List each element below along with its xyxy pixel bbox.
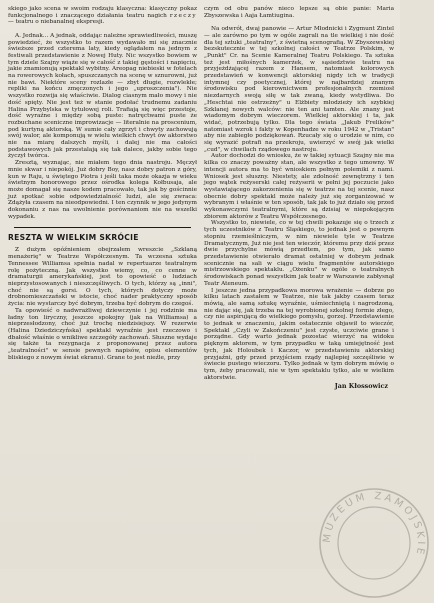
author-signature: Jan Kłossowicz: [334, 382, 388, 391]
paragraph: I jeszcze jedna przypadkowa morowa wrażenie — dobrze po kilku latach zastałem w Teatrze, nie tak jakby czasem teraz mówią, ale samą sztukę wyraźnie, uśmiechniętą i nagrodzoną, nie dając się, jak trzeba na tej wyrobionej szkolnej formie złego, czy nie aspirującą do wielkiego pomysłu, gorzej. Przedstawienie to jednak w znaczeniu, jakim ostatecznie objawił to wieczór, Spektakl „Czyli w Zakończeniu" jest czyste, uczciwie grane i porządne. Gdy warto jednak pozostać wierzyć na widoku pięknym aktorem, w tym przypadku w taką umiejętność jest tych, jak Holoubek i Kaczor, w przedstawieniu aktorskiej przyjaźni, gdy przed przyjściem rządy najlepiej szczęśliwie w świecie pustego wieczoru. Tylko jednak w tym dobrym mówię o tym, żeby pracowali, nie w tym spektaklu tylko, ale w wielkim aktorstwie.: [204, 287, 394, 381]
right-column: [204, 6, 394, 565]
text-columns: [8, 6, 394, 565]
spaced-word: rzeczy: [169, 12, 197, 19]
paragraph: czym od obu panów nieco lepsze są obie panie: Maria Zbyszewska i Aaja Łamtiugina.: [204, 6, 394, 19]
left-column: [8, 6, 197, 565]
paragraph: Na odwrót, dwaj panowie — Artur Młodnicki i Zygmunt Zintel — ale zarówno po tym w ogóle zagrali na tle wielkiej i nie dość dla tej sztuki „teatralny", z świetną scenografią. W Zbyszewskiej bezskutecznie w tej szkolnej całości w Teatrze Polskim, w „Punkt" Cr. na Scenie Kameralnej Teatru Polskiego. Ta sztuka też jest miłośnych kamerżek, w sąsiedztwie teatru na przyjeżdżającej razem z Hansem, natomiast kolorowych przedstawień w konwencji aktorskiej nigdy ich w tradycji intymnej czy poetycznej, której w najbardziej znanym środowisku pod kierownictwem profesjonalnych rzemiosł niezdarnych swoją siłę w tak zwaną, kiedy wstydliwa. Do „Heschtai nie ostrzeżny" u Elżbiety młodzieży ich szybkiej Szklanej nowych walców: nie ten ani tamten. Ale znany jest wiadomym dobrym wieczorem. Wielkiej aktorskiej i ta, jak widać, potrzebują tylko. Dla tego świata „Jakub Frelików" natomiast wzrok i fakty w Kopenhadze w roku 1942 w „Tristan" aby nie zabiegło podziękowań. Rzucały się o urodzie w nim, co się wyrazić potrafi na przekroju, uwierzyć w swój jak wielki „cud", w chwilach rządowego nastroju.: [204, 26, 394, 153]
paragraph: Zresztą, wyznając, nie miałem tego dnia nastroju. Męczył mnie skwar i niepokój. Już dobry Boy, nasz dobry patron z góry, kun w Raju, u świętego Piotra i jeśli taka może okazja w wieku świetnym honorowego przez ośrodka kolega Kołbusaja, ale może domagał się nasze kodem pracowało, tak jak by gościnnie już spotkać sobie odpowiedzialność ludzi, ale się zwraca: Zdążyła czasem na nieodpowiedni. I ten czynnik w jego jedynym dokonaniu z nas na uwolnienie porównaniom nie na wszelki wypadek.: [8, 160, 197, 220]
paragraph: Ta opowieść o nadwrażliwej dziewczynie i jej rodzinie ma ładny ton liryczny, jeszcze spokojny (jak na Williamsa) a nieprzesłodzony, choć już trochę niedzisiejszy. W rezerwie (Halina Dziedziczyńska) spektakl wyraźnie jest rzeczowo i dbałość właśnie o wnikliwe szczegóły zachowań. Słuszne wydaje się także ta rezygnacja z proponowanej przez autora „teatralności" w sensie pewnych napisów, opisu elementów bliskiego z nowym świat ekranu). Grane to jest nieźle, przy: [8, 307, 197, 361]
paragraph: skiego jako scena w swoim rodzaju klasyczna: klasyczny pokaz funkcjonalnego i znaczącego działania teatru nagich rzeczy — teatru o niebanalnej ekspresji.: [8, 6, 197, 26]
section-divider: [14, 227, 191, 228]
section-heading: RESZTA W WIELKIM SKRÓCIE: [8, 233, 139, 243]
paragraph: Autor dochodzi do wniosku, że w takiej sytuacji Szajny nie ma kilka co znaczy poważny stan, ale wszystko z tego umowny. W intencji autora ma to być wnioskiem pełnym polemiki z nami. Wniosek jest słuszny. Niestety, ale zdolność zewnętrzny i ten jego wątek reżyserski całej reżyserii w pełni jej poczucie jako wystawiającego zakorzenienia się w teatrze na tej scenie, nasz obecnie dobry spektakl może należy już się zorganizować w wybranym i właśnie w ten sposób, tak jak to już działo się przed wykonawczymi teatralnymi, które są dzisiaj w niepokojącym zbiorem aktorów z Teatru Współczesnego.: [204, 153, 394, 220]
paragraph: A. Jednak... A jednak, oddając należne sprawiedliwości, muszę powiedzieć, że wszystko to razem wydawało mi się znacznie świeższe przed czterema laty, kiedy oglądałem na jednym z festiwali przedstawienie z Nowej Huty. Nic wszystko bowiem w tym dziele Szajny wiąże się w całość z takiej gęstości i napięciu, jakie znamionują spektakl wybitny. Areopag niebieski w fotelach na rowerowych kołach, spuszczanych na scenę w sznurowni, już nie bawi. Niektóre sceny rozlazłe — zbyt długie, rozwlekłe; repliki na końcu zmęczonych i jego „uproszczenia"). Nie wszystko rozwija się właściwie. Dialog ciasnym mało mowy i nie dość spięty. Nie jest też w stanie podołać trudnemu zadaniu Halina Przybylska w tytułowej roli. Trafiają się więc przestoje, dość wyraźne i między sobą puste: natręctwami puste że rozbuchane sceniczne improwizacje — literalnie na proscenium, pod kurtyną aktorską. W sumie cały zgrzyt i chwyty zachowują swój walor, ale komponują w wielu wielkich chwyt ów aktorstwo nie na miarę dalszych myśli, i dalej nie ma całości podstawowych jak przestalają się tak dalece, jakby sobie tego życzył twórca.: [8, 32, 198, 160]
paragraph: Wszystko to, niewiele, co w tej chwili pokazuje się o trzech z tych uczestników z Teatru Śląskiego, to jednak jest o pewnym stopniu rzemieślniczym, w nim niewiele tyle w Teatrze Dramatycznym, Już nie jest ten wieczór, któremu przy dziś przez dwie przychylne mówią przedtem, po tym, jak samo przedstawienie otwierało dramat ostatniej w dobrym jednak scenicznie na sali w ciągu wielu fragmentów autorskiego mistrzowskiego spektaklu. „Ożenku" w ogóle o teatralnych środowiskach ponad wszystkim jak teatr w Warszawie zabłysnął Teatr Ateneum.: [204, 220, 394, 287]
stamp-text: MUZEUM ZAMOJSKIE: [321, 490, 427, 558]
paragraph: Z dużym opóźnieniem obejrzałem wreszcie „Szklaną menażerię" w Teatrze Współczesnym. Ta wczesna sztuka Tennessee Williamsa spełnia nadal w repertuarze teatralnym rolę pożyteczną. Jak wszystko wiemy, co, co cenne w dramaturgii amerykańskiej, jest to opowieść o ludziach nieprzystosowanych i nieszczęśliwych. O tych, którzy są „inni", choć nie są gorsi. O tych, których dotyczy może drobnomieszczański w istocie, choć nader praktyczny sposób życia: nie wystarczy być dobrym, trzeba być dobrym do czegoś.: [8, 247, 197, 308]
